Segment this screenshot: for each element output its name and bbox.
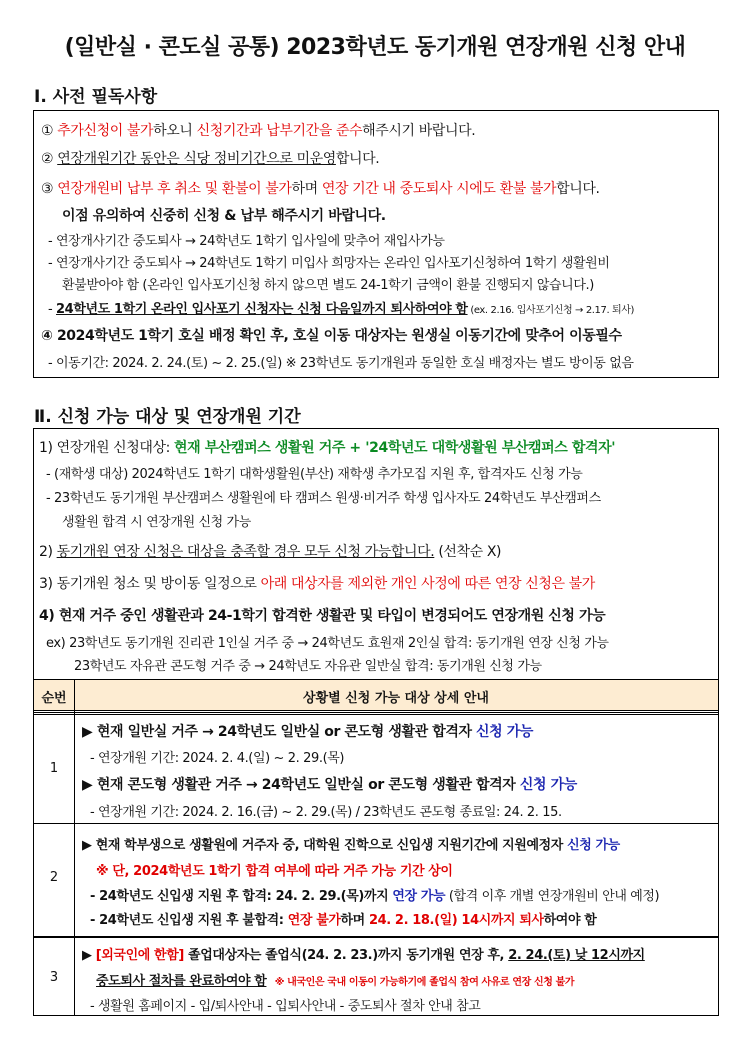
- underlined-text: 2. 24.(토) 낮 12시까지: [508, 948, 645, 963]
- text: 하며: [340, 913, 369, 928]
- small-note: (ex. 2.16. 입사포기신청 → 2.17. 퇴사): [467, 305, 635, 316]
- item-number: ①: [41, 123, 54, 139]
- notice-item-4: [41, 325, 622, 345]
- example-line-1: ex) 23학년도 동기개원 진리관 1인실 거주 중 → 24학년도 효원재 2인실 합격: 동기개원 연장 신청 가능: [46, 636, 609, 651]
- text: 3) 동기개원 청소 및 방이동 일정으로: [39, 576, 261, 592]
- row-line: [82, 834, 620, 853]
- text: - 24학년도 신입생 지원 후 합격: 24. 2. 29.(목)까지: [90, 889, 393, 904]
- highlight-red: 신청기간과 납부기간을 준수: [196, 123, 363, 139]
- text: 1) 연장개원 신청대상:: [39, 440, 175, 456]
- text: ▶: [82, 948, 96, 963]
- section1-heading: Ⅰ. 사전 필독사항: [34, 87, 158, 107]
- header-number: 순번: [41, 691, 67, 706]
- row-line: - 연장개원 기간: 2024. 2. 4.(일) ~ 2. 29.(목): [90, 751, 345, 766]
- notice-item-3-sub2: - 연장개사기간 중도퇴사 → 24학년도 1학기 미입사 희망자는 온라인 입사포기신청하여 1학기 생활원비: [48, 256, 610, 271]
- target-line-2: [39, 541, 501, 561]
- highlight-blue: 신청 가능: [476, 724, 534, 740]
- target-line-3: [39, 573, 595, 593]
- notice-item-3-sub1: - 연장개사기간 중도퇴사 → 24학년도 1학기 입사일에 맞추어 재입사가능: [48, 234, 445, 249]
- target-sub-2: - 23학년도 동기개원 부산캠퍼스 생활원에 타 캠퍼스 원생·비거주 학생 입사자도 24학년도 부산캠퍼스: [46, 491, 601, 506]
- text: 하며: [291, 181, 322, 197]
- highlight-red: 아래 대상자를 제외한 개인 사정에 따른 연장 신청은 불가: [260, 576, 595, 592]
- highlight-blue: 신청 가능: [519, 777, 577, 793]
- notice-item-3-line2: 이점 유의하여 신중히 신청 & 납부 해주시기 바랍니다.: [62, 208, 386, 224]
- table-row: [34, 823, 718, 937]
- row-line: [90, 909, 596, 928]
- row-number: 1: [49, 761, 59, 776]
- text: 2024학년도 1학기 호실 배정 확인 후, 호실 이동 대상자는 원생실 이동기간에 맞추어 이동필수: [56, 328, 622, 344]
- underlined-text: 동기개원 연장 신청은 대상을 충족할 경우 모두 신청 가능합니다.: [56, 544, 435, 560]
- highlight-blue: 신청 가능: [567, 838, 620, 853]
- item-number: ④: [41, 328, 53, 344]
- notice-item-1: [41, 120, 475, 140]
- text: 졸업대상자는 졸업식(24. 2. 23.)까지 동기개원 연장 후,: [183, 948, 509, 963]
- row-line: [82, 774, 577, 794]
- item-number: ③: [41, 181, 54, 197]
- small-note: ※ 내국인은 국내 이동이 가능하기에 졸업식 참여 사유로 연장 신청 불가: [274, 977, 575, 988]
- item-number: ②: [41, 151, 54, 167]
- row-line: - 생활원 홈페이지 - 입/퇴사안내 - 입퇴사안내 - 중도퇴사 절차 안내 참고: [90, 999, 481, 1014]
- highlight-red: 연장 불가: [287, 913, 341, 928]
- text: 합니다.: [335, 151, 380, 167]
- underlined-text: 중도퇴사 절차를 완료하여야 함: [96, 974, 267, 989]
- target-line-4: 4) 현재 거주 중인 생활관과 24-1학기 합격한 생활관 및 타입이 변경되어도 연장개원 신청 가능: [39, 608, 606, 624]
- highlight-blue: 연장 가능: [392, 889, 446, 904]
- row-line: [90, 885, 659, 904]
- notice-item-2: [41, 148, 379, 168]
- highlight-red: 연장개원비 납부 후 취소 및 환불이 불가: [57, 181, 292, 197]
- row-line: [82, 721, 533, 741]
- example-line-2: 23학년도 자유관 콘도형 거주 중 → 24학년도 자유관 일반실 합격: 동기개원 신청 가능: [74, 659, 542, 674]
- page-title: (일반실 · 콘도실 공통) 2023학년도 동기개원 연장개원 신청 안내: [64, 35, 686, 60]
- section2-box: [33, 428, 719, 1016]
- text: ▶ 현재 학부생으로 생활원에 거주자 중, 대학원 진학으로 신입생 지원기간에 지원예정자: [82, 838, 568, 853]
- target-line-1: [39, 437, 615, 457]
- highlight-red: 24. 2. 18.(일) 14시까지 퇴사: [368, 913, 544, 928]
- target-sub-1: - (재학생 대상) 2024학년도 1학기 대학생활원(부산) 재학생 추가모집 지원 후, 합격자도 신청 가능: [46, 467, 583, 482]
- section2-heading: Ⅱ. 신청 가능 대상 및 연장개원 기간: [34, 407, 301, 427]
- text: 하여야 함: [543, 913, 597, 928]
- detail-table: [34, 679, 718, 1015]
- underlined-text: 24학년도 1학기 온라인 입사포기 신청자는 신청 다음일까지 퇴사하여야 함: [56, 302, 468, 317]
- highlight-red: 추가신청이 불가: [57, 123, 154, 139]
- table-header: [34, 680, 718, 711]
- text: (선착순 X): [434, 544, 502, 560]
- row-line: - 연장개원 기간: 2024. 2. 16.(금) ~ 2. 29.(목) / 23학년도 콘도형 종료일: 24. 2. 15.: [90, 805, 562, 820]
- highlight-green: 현재 부산캠퍼스 생활원 거주 +: [174, 440, 366, 456]
- text: ▶ 현재 일반실 거주 → 24학년도 일반실 or 콘도형 생활관 합격자: [82, 724, 477, 740]
- notice-item-3-sub4: [48, 298, 634, 317]
- notice-item-4-sub: - 이동기간: 2024. 2. 24.(토) ~ 2. 25.(일) ※ 23학년도 동기개원과 동일한 호실 배정자는 별도 방이동 없음: [48, 356, 634, 371]
- text: 합니다.: [556, 181, 600, 197]
- text: 하오니: [153, 123, 197, 139]
- text: - 24학년도 신입생 지원 후 불합격:: [90, 913, 288, 928]
- text: -: [48, 302, 57, 317]
- row-line: ※ 단, 2024학년도 1학기 합격 여부에 따라 거주 가능 기간 상이: [96, 864, 453, 879]
- section1-box: [33, 110, 719, 378]
- table-row: [34, 712, 718, 825]
- target-sub-3: 생활원 합격 시 연장개원 신청 가능: [62, 515, 251, 530]
- text: 2): [39, 544, 57, 560]
- notice-item-3: [41, 178, 600, 198]
- text: ▶ 현재 콘도형 생활관 거주 → 24학년도 일반실 or 콘도형 생활관 합격자: [82, 777, 520, 793]
- row-number: 2: [49, 870, 59, 885]
- highlight-green: '24학년도 대학생활원 부산캠퍼스 합격자': [365, 440, 616, 456]
- underlined-text: 연장개원기간 동안은 식당 정비기간으로 미운영: [57, 151, 336, 167]
- notice-item-3-sub3: 환불받아야 함 (온라인 입사포기신청 하지 않으면 별도 24-1학기 금액이 환불 진행되지 않습니다.): [62, 278, 594, 293]
- text: (합격 이후 개별 연장개원비 안내 예정): [445, 889, 660, 904]
- text: 해주시기 바랍니다.: [362, 123, 476, 139]
- highlight-red: [외국인에 한함]: [95, 948, 184, 963]
- row-line: [96, 970, 574, 989]
- table-row: [34, 936, 718, 1018]
- row-number: 3: [49, 970, 59, 985]
- row-line: [82, 944, 645, 963]
- highlight-red: 연장 기간 내 중도퇴사 시에도 환불 불가: [321, 181, 557, 197]
- header-description: 상황별 신청 가능 대상 상세 안내: [303, 691, 489, 706]
